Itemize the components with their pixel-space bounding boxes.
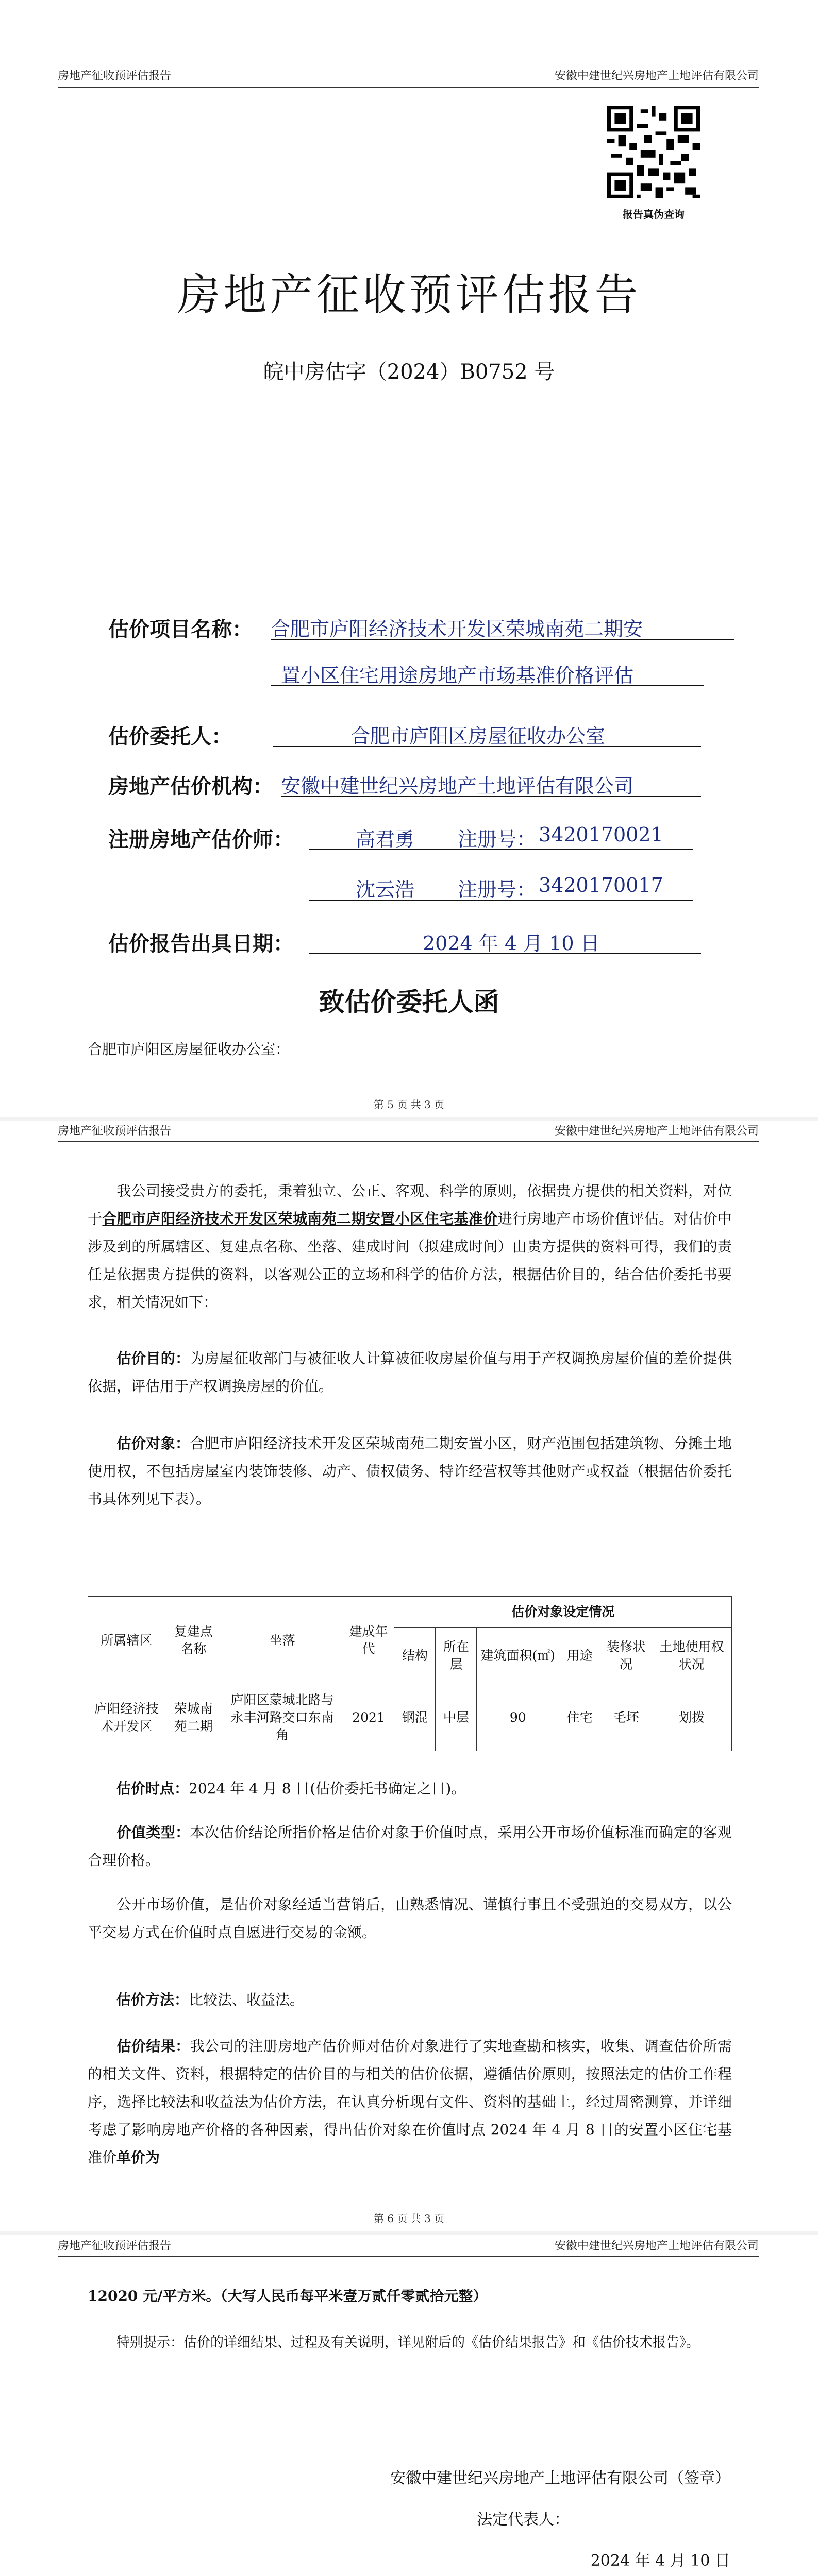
running-header-left: 房地产征收预评估报告 [58, 70, 172, 82]
client-label: 估价委托人： [108, 724, 232, 749]
intro-paragraph: 我公司接受贵方的委托，秉着独立、公正、客观、科学的原则，依据贵方提供的相关资料，对位于合肥市庐阳经济技术开发区荣城南苑二期安置小区住宅基准价进行房地产市场价值评估。对估价中涉及到的所属辖区、复建点名称、坐落、建成时间（拟建成时间）由贵方提供的资料可得，我们的责任是依据贵方提供的资料，以客观公正的立场和科学的估价方法，根据估价目的，结合估价委托书要求，相关情况如下： [88, 1182, 732, 1311]
special-note: 特别提示：估价的详细结果、过程及有关说明，详见附后的《估价结果报告》和《估价技术报告》。 [116, 2335, 700, 2350]
letter-title: 致估价委托人函 [319, 987, 499, 1017]
running-header-right: 安徽中建世纪兴房地产土地评估有限公司 [554, 2240, 759, 2252]
header-rule [58, 2256, 759, 2257]
header-rule [58, 87, 759, 88]
th-area: 建筑面积(㎡) [477, 1628, 559, 1684]
agency-label: 房地产估价机构： [108, 774, 273, 799]
running-header-left: 房地产征收预评估报告 [58, 1125, 172, 1138]
th-finish: 装修状况 [600, 1628, 652, 1684]
result-paragraph: 估价结果：我公司的注册房地产估价师对估价对象进行了实地查勘和核实，收集、调查估价所需的相关文件、资料，根据特定的估价目的与相关的估价依据，遵循估价原则，按照法定的估价工作程序，选择比较法和收益法为估价方法，在认真分析现有文件、资料的基础上，经过周密测算，并详细考虑了影响房地产价格的各种因素，得出估价对象在价值时点 2024 年 4 月 8 日的安置小区住宅基准价单价为 [88, 2038, 732, 2166]
th-district: 所属辖区 [88, 1597, 165, 1684]
running-header-right: 安徽中建世纪兴房地产土地评估有限公司 [554, 70, 759, 82]
report-date-label: 估价报告出具日期： [108, 931, 294, 956]
valuation-object-table [88, 1596, 732, 1751]
market-paragraph: 公开市场价值，是估价对象经适当营销后，由熟悉情况、谨慎行事且不受强迫的交易双方，以公平交易方式在价值时点自愿进行交易的金额。 [88, 1896, 732, 1941]
header-rule [58, 1141, 759, 1142]
th-site: 复建点名称 [165, 1597, 222, 1684]
reg-number-2: 3420170017 [539, 874, 663, 896]
report-number: 皖中房估字（2024）B0752 号 [263, 360, 555, 384]
running-header-right: 安徽中建世纪兴房地产土地评估有限公司 [554, 1125, 759, 1138]
appraiser-2: 沈云浩 [356, 878, 415, 901]
type-paragraph: 价值类型：本次估价结论所指价格是估价对象于价值时点，采用公开市场价值标准而确定的客观合理价格。 [88, 1824, 732, 1869]
th-year: 建成年代 [343, 1597, 394, 1684]
running-header-left: 房地产征收预评估报告 [58, 2240, 172, 2252]
appraiser-label: 注册房地产估价师： [108, 827, 294, 852]
project-label: 估价项目名称： [108, 617, 253, 641]
th-structure: 结构 [394, 1628, 436, 1684]
appraiser-1: 高君勇 [356, 828, 415, 851]
qr-caption: 报告真伪查询 [623, 208, 685, 221]
signature-date: 2024 年 4 月 10 日 [590, 2552, 730, 2570]
project-name-line2: 置小区住宅用途房地产市场基准价格评估 [281, 664, 634, 687]
client-name: 合肥市庐阳区房屋征收办公室 [350, 725, 606, 748]
table-row: 庐阳经济技术开发区 荣城南苑二期 庐阳区蒙城北路与永丰河路交口东南角 2021 钢混 中层 90 住宅 毛坯 划拨 [88, 1684, 732, 1751]
reg-label-2: 注册号： [458, 878, 537, 901]
th-land: 土地使用权状况 [652, 1628, 732, 1684]
page-number: 第 6 页 共 3 页 [373, 2212, 445, 2225]
project-name-line1: 合肥市庐阳经济技术开发区荣城南苑二期安 [271, 618, 643, 640]
unit-price: 12020 元/平方米。（大写人民币每平米壹万贰仟零贰拾元整） [88, 2287, 488, 2304]
company-seal-line: 安徽中建世纪兴房地产土地评估有限公司（签章） [390, 2469, 730, 2487]
qr-code-icon[interactable] [607, 106, 700, 198]
report-date: 2024 年 4 月 10 日 [423, 932, 600, 955]
reg-number-1: 3420170021 [539, 823, 663, 846]
time-paragraph: 估价时点：2024 年 4 月 8 日(估价委托书确定之日)。 [116, 1780, 466, 1797]
page-number: 第 5 页 共 3 页 [373, 1098, 445, 1111]
th-location: 坐落 [222, 1597, 343, 1684]
legal-representative: 法定代表人： [477, 2511, 570, 2529]
reg-label-1: 注册号： [458, 828, 537, 851]
report-title: 房地产征收预评估报告 [177, 269, 641, 320]
object-paragraph: 估价对象：合肥市庐阳经济技术开发区荣城南苑二期安置小区，财产范围包括建筑物、分摊土地使用权，不包括房屋室内装饰装修、动产、债权债务、特许经营权等其他财产或权益（根据估价委托书具体列见下表）。 [88, 1435, 732, 1507]
agency-name: 安徽中建世纪兴房地产土地评估有限公司 [281, 775, 634, 798]
th-floor: 所在层 [436, 1628, 477, 1684]
purpose-paragraph: 估价目的：为房屋征收部门与被征收人计算被征收房屋价值与用于产权调换房屋价值的差价提供依据，评估用于产权调换房屋的价值。 [88, 1350, 732, 1395]
addressee: 合肥市庐阳区房屋征收办公室： [88, 1041, 290, 1058]
th-use: 用途 [559, 1628, 600, 1684]
method-paragraph: 估价方法：比较法、收益法。 [116, 1991, 305, 2008]
th-group: 估价对象设定情况 [394, 1597, 732, 1628]
